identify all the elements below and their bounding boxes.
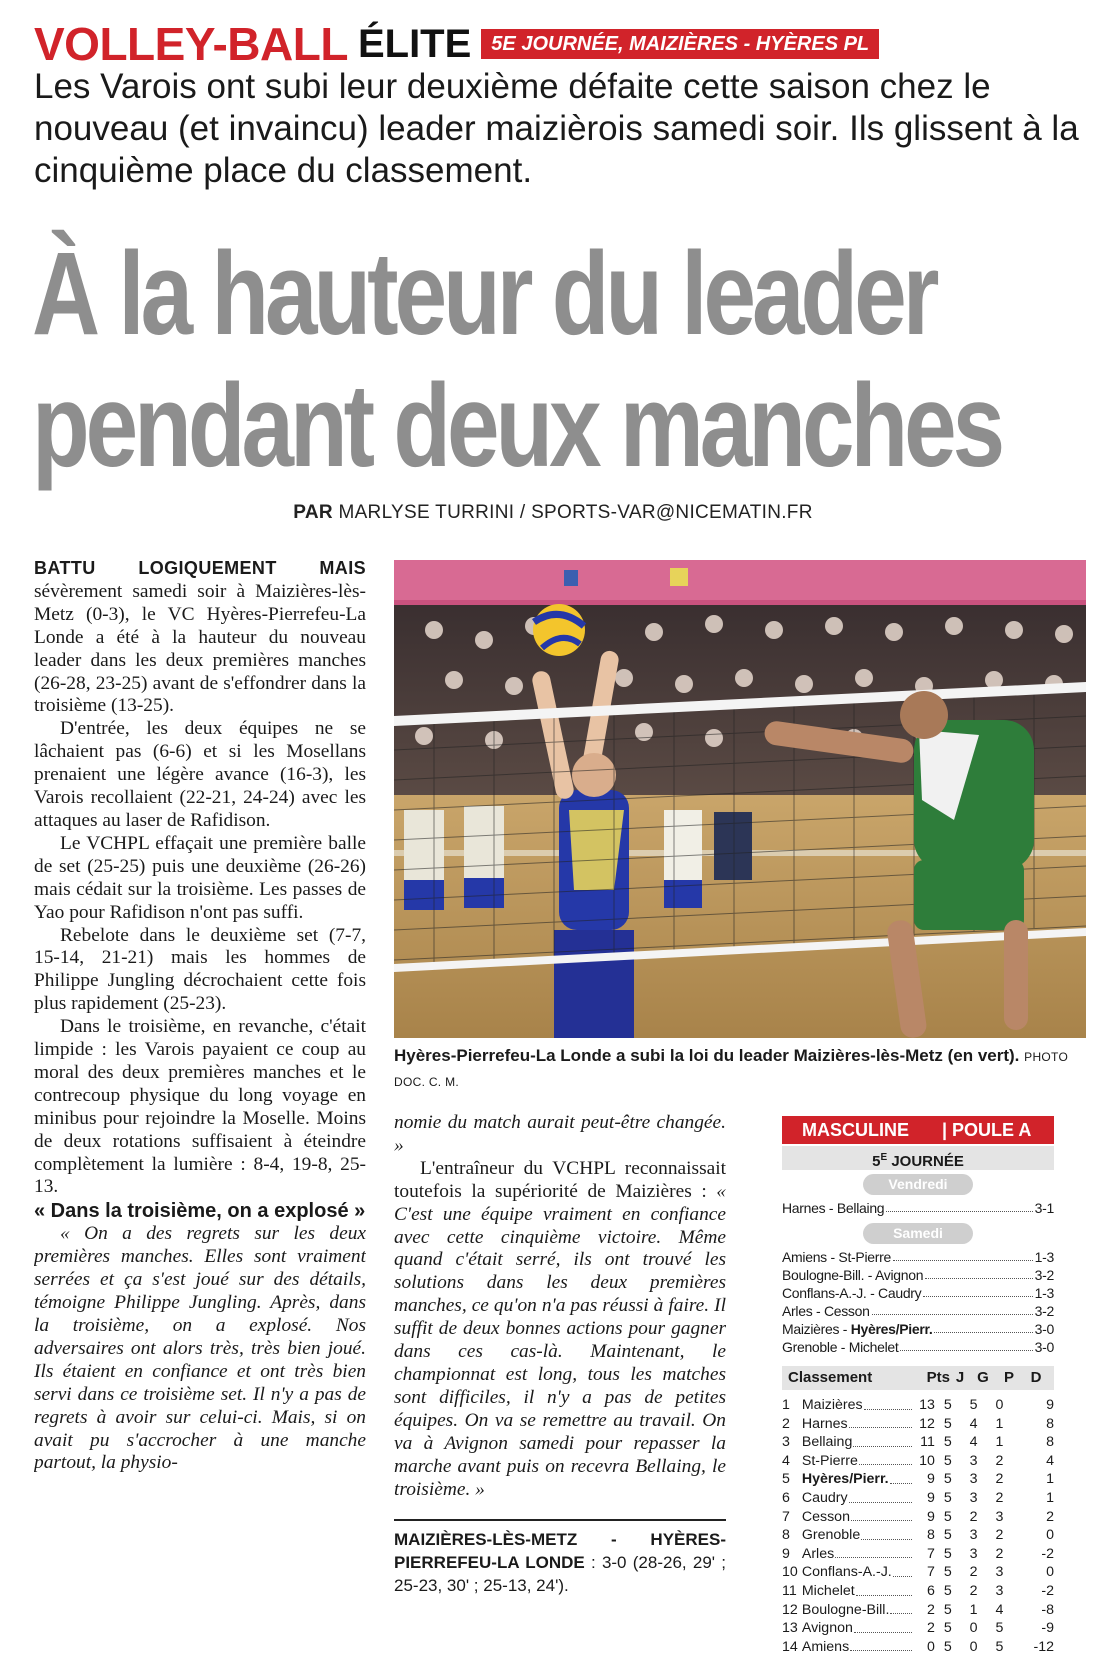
standings-d: 4 xyxy=(1046,1452,1055,1469)
leader-dots xyxy=(890,1601,912,1615)
paragraph-2: D'entrée, les deux équipes ne se lâchaient pas (6-6) et si les Mosellans prenaient une légère avance (16-3), les Varois recollaient (22-21, 24-24) avec les attaques au laser de Rafidison. xyxy=(34,718,366,831)
standings-g: 3 xyxy=(969,1545,978,1562)
result-row xyxy=(782,1338,1054,1356)
paragraph-1-text: sévèrement samedi soir à Maizières-lès-Metz (0-3), le VC Hyères-Pierrefeu-La Londe a été à la hauteur du nouveau leader dans les deux premières manches (26-28, 23-25) avant de s'effondrer dans la troisième (13-25). xyxy=(34,580,366,717)
standings-d: -2 xyxy=(1041,1545,1055,1562)
leader-dots xyxy=(861,1526,912,1540)
header-p: P xyxy=(1003,1369,1014,1386)
paragraph-7-intro: L'entraîneur du VCHPL reconnaissait toutefois la supériorité de Maizières : xyxy=(394,1157,726,1202)
standings-pts: 13 xyxy=(919,1397,935,1413)
standings-header xyxy=(782,1116,1054,1144)
standings-team-name: Maizières xyxy=(801,1397,863,1413)
result-score: : 3-0 (28-26, 29' ; 25-23, 30' ; 25-13, 24'). xyxy=(394,1553,726,1596)
byline-author: MARLYSE TURRINI / SPORTS-VAR@NICEMATIN.FR xyxy=(332,502,813,523)
leader-dots xyxy=(851,1508,912,1522)
standings-g: 0 xyxy=(969,1620,978,1637)
byline xyxy=(0,502,1106,524)
paragraph-6-continued xyxy=(394,1112,726,1158)
friday-results xyxy=(782,1199,1054,1217)
ball xyxy=(533,604,585,656)
standings-row xyxy=(782,1545,1054,1564)
standings-g: 1 xyxy=(969,1601,978,1618)
standings-p: 5 xyxy=(995,1620,1004,1637)
standings-d: -9 xyxy=(1041,1620,1055,1637)
standings-rank: 10 xyxy=(782,1564,798,1581)
leader-dots xyxy=(835,1545,912,1559)
standings-row xyxy=(782,1396,1054,1415)
round-label: $5^E$ JOURNÉE xyxy=(782,1146,1054,1170)
standings-p: 2 xyxy=(995,1452,1004,1469)
standings-row xyxy=(782,1601,1054,1620)
result-score: 1-3 xyxy=(1034,1285,1054,1301)
standings-team-name: Grenoble xyxy=(801,1527,861,1544)
standings-j: 5 xyxy=(943,1489,952,1506)
standings-d: 0 xyxy=(1046,1564,1055,1581)
paragraph-6: « On a des regrets sur les deux premières manches. Elles sont vraiment serrées et ça s'est joué sur des détails, témoigne Philippe Jungling. Après, dans la troisième, on a explosé. Nos adversaires ont alors très, très bien joué. Ils étaient en confiance et ont très bien servi dans ce troisième set. Il n'y a pas de regrets à avoir sur celui-ci. Mais, si on avait pu s'accrocher à une manche partout, la physio- xyxy=(34,1223,366,1474)
standings-team xyxy=(802,1415,913,1434)
photo-credit: PHOTO DOC. C. M. xyxy=(394,1050,1069,1089)
standings-d: 8 xyxy=(1046,1415,1055,1432)
leader-dots xyxy=(849,1489,912,1503)
standings-j: 5 xyxy=(943,1452,952,1469)
paragraph-6-end: nomie du match aurait peut-être changée. » xyxy=(394,1112,726,1156)
standings-team xyxy=(802,1508,913,1527)
standings-j: 5 xyxy=(943,1638,952,1655)
standings-team-name: Cesson xyxy=(801,1508,850,1525)
leader-dots xyxy=(864,1396,912,1410)
result-row xyxy=(782,1320,1054,1338)
standings-row xyxy=(782,1433,1054,1452)
standings-rank: 6 xyxy=(782,1489,790,1506)
headline-line-1: À la hauteur du leader xyxy=(32,228,936,360)
standings-p: 2 xyxy=(995,1545,1004,1562)
standings-team xyxy=(802,1619,913,1638)
leader-dots xyxy=(859,1452,912,1466)
standings-team xyxy=(802,1452,913,1471)
standings-row xyxy=(782,1470,1054,1489)
standings-g: 4 xyxy=(969,1434,978,1451)
sport-label: VOLLEY-BALL xyxy=(34,18,348,70)
standings-row xyxy=(782,1452,1054,1471)
photo-illustration xyxy=(394,560,1086,1038)
standings-team xyxy=(802,1396,913,1415)
standings-pts: 2 xyxy=(927,1601,935,1618)
lead-caps: BATTU LOGIQUEMENT MAIS xyxy=(34,558,366,578)
standings-rank: 7 xyxy=(782,1508,790,1525)
article-column-2-text xyxy=(394,1112,726,1598)
standings-pts: 11 xyxy=(920,1434,935,1451)
standings-team xyxy=(802,1470,913,1489)
standings-p: 5 xyxy=(995,1638,1004,1655)
leader-dots xyxy=(893,1248,1033,1261)
standings-p: 2 xyxy=(995,1471,1004,1488)
article-column-1 xyxy=(34,557,366,1475)
standings-pts: 10 xyxy=(919,1452,935,1469)
result-score: 3-2 xyxy=(1034,1267,1054,1283)
result-title: MAIZIÈRES-LÈS-METZ - HYÈRES-PIERREFEU-LA LONDE xyxy=(394,1530,726,1573)
level-label: ÉLITE xyxy=(357,22,472,66)
standings-team-name: Boulogne-Bill. xyxy=(801,1601,890,1618)
leader-dots xyxy=(856,1582,912,1596)
day-pill-saturday: Samedi xyxy=(863,1223,973,1244)
standings-pts: 2 xyxy=(927,1620,935,1637)
header-pts: Pts xyxy=(926,1369,950,1386)
day-pill-friday: Vendredi xyxy=(863,1174,973,1195)
standings-g: 3 xyxy=(969,1471,978,1488)
paragraph-7-quote: « C'est une équipe vraiment en confiance avec cette cinquième victoire. Même quand c'était serré, ils ont trouvé les solutions dans les deux premières manches, ce qu'on n'a pas réussi à faire. Il suffit de deux bonnes actions pour gagner dans ces cas-là. Maintenant, le championnat est long, tous les matches sont difficiles, il n'y a pas de petites équipes. On va se remettre au travail. On va à Avignon samedi pour repasser la marche avant puis on recevra Bellaing, le troisième. » xyxy=(394,1180,726,1500)
result-row xyxy=(782,1199,1054,1217)
standings-g: 2 xyxy=(969,1582,978,1599)
result-row xyxy=(782,1266,1054,1284)
result-match: Conflans-A.-J. - Caudry xyxy=(782,1285,922,1301)
standings-d: 0 xyxy=(1046,1527,1055,1544)
result-score: 3-2 xyxy=(1034,1303,1054,1319)
standings-g: 3 xyxy=(969,1527,978,1544)
standings-j: 5 xyxy=(943,1434,952,1451)
standings-p: 4 xyxy=(995,1601,1004,1618)
paragraph-1 xyxy=(34,557,366,718)
match-photo xyxy=(394,560,1086,1038)
standings-j: 5 xyxy=(943,1564,952,1581)
standings-row xyxy=(782,1582,1054,1601)
lede: Les Varois ont subi leur deuxième défaite cette saison chez le nouveau (et invaincu) leader maizièrois samedi soir. Ils glissent à la cinquième place du classement. xyxy=(34,67,1079,190)
standings-d: 9 xyxy=(1046,1397,1055,1413)
standings-p: 2 xyxy=(995,1489,1004,1506)
standings-rank: 8 xyxy=(782,1527,790,1544)
standings-rank: 4 xyxy=(782,1452,790,1469)
standings-pts: 0 xyxy=(927,1638,935,1655)
header-label: Classement xyxy=(788,1369,873,1386)
standings-row xyxy=(782,1526,1054,1545)
standings-team xyxy=(802,1545,913,1564)
standings-box xyxy=(782,1116,1054,1656)
pool-label: | POULE A xyxy=(942,1120,1032,1140)
standings-team xyxy=(802,1582,913,1601)
leader-dots xyxy=(850,1638,912,1652)
leader-dots xyxy=(849,1415,912,1429)
leader-dots xyxy=(900,1338,1032,1351)
standings-j: 5 xyxy=(943,1601,952,1618)
standings-team xyxy=(802,1433,913,1452)
standings-team-name: Conflans-A.-J. xyxy=(801,1564,892,1581)
standings-team-name: Bellaing xyxy=(801,1434,853,1451)
standings-g: 2 xyxy=(969,1508,978,1525)
leader-dots xyxy=(934,1320,1032,1333)
standings-team-name: Hyères/Pierr. xyxy=(801,1471,889,1488)
standings-pts: 9 xyxy=(927,1489,935,1506)
standings-pts: 7 xyxy=(927,1545,935,1562)
paragraph-3: Le VCHPL effaçait une première balle de set (25-25) puis une deuxième (26-26) mais cédait sur la troisième. Les passes de Yao pour Rafidison n'ont pas suffi. xyxy=(34,832,366,923)
standings-d: -12 xyxy=(1033,1638,1055,1655)
standings-team-name: Amiens xyxy=(801,1638,850,1655)
standings-j: 5 xyxy=(943,1545,952,1562)
standings-j: 5 xyxy=(943,1471,952,1488)
standings-g: 3 xyxy=(969,1489,978,1506)
standings-rank: 9 xyxy=(782,1545,790,1562)
standings-g: 5 xyxy=(969,1397,978,1413)
standings-j: 5 xyxy=(943,1620,952,1637)
result-score: 1-3 xyxy=(1034,1249,1054,1265)
result-match: Grenoble - Michelet xyxy=(782,1339,899,1355)
standings-d: 1 xyxy=(1046,1489,1055,1506)
standings-g: 2 xyxy=(969,1564,978,1581)
result-match: Maizières - Hyères/Pierr. xyxy=(782,1321,933,1337)
leader-dots xyxy=(890,1470,912,1484)
result-match: Amiens - St-Pierre xyxy=(782,1249,891,1265)
standings-rank: 14 xyxy=(782,1638,798,1655)
standings-j: 5 xyxy=(943,1397,952,1413)
saturday-results xyxy=(782,1248,1054,1356)
standings-g: 0 xyxy=(969,1638,978,1655)
header-d: D xyxy=(1030,1369,1042,1386)
leader-dots xyxy=(925,1266,1032,1279)
leader-dots xyxy=(872,1302,1033,1315)
headline-line-2: pendant deux manches xyxy=(32,360,1002,492)
standings-p: 3 xyxy=(995,1564,1004,1581)
standings-d: -8 xyxy=(1041,1601,1055,1618)
result-match: Harnes - Bellaing xyxy=(782,1200,885,1216)
standings-row xyxy=(782,1619,1054,1638)
paragraph-4: Rebelote dans le deuxième set (7-7, 15-14, 21-21) mais les hommes de Philippe Jungling décrochaient cette fois plus rapidement (25-23). xyxy=(34,924,366,1015)
standings-p: 3 xyxy=(995,1582,1004,1599)
result-match: Boulogne-Bill. - Avignon xyxy=(782,1267,924,1283)
result-match: Arles - Cesson xyxy=(782,1303,870,1319)
header-g: G xyxy=(977,1369,989,1386)
result-score: 3-0 xyxy=(1034,1321,1054,1337)
standings-j: 5 xyxy=(943,1508,952,1525)
standings-rank: 13 xyxy=(782,1620,798,1637)
kicker xyxy=(34,18,879,70)
leader-dots xyxy=(893,1563,912,1577)
standings-d: 8 xyxy=(1046,1434,1055,1451)
result-block xyxy=(394,1519,726,1598)
standings-row xyxy=(782,1489,1054,1508)
standings-team xyxy=(802,1526,913,1545)
result-score: 3-0 xyxy=(1034,1339,1054,1355)
byline-par: PAR xyxy=(293,502,333,523)
standings-rank: 3 xyxy=(782,1434,790,1451)
standings-rank: 2 xyxy=(782,1415,790,1432)
standings-p: 3 xyxy=(995,1508,1004,1525)
standings-j: 5 xyxy=(943,1582,952,1599)
leader-dots xyxy=(853,1433,912,1447)
standings-row xyxy=(782,1415,1054,1434)
paragraph-7 xyxy=(394,1158,726,1502)
standings-pts: 12 xyxy=(919,1415,935,1432)
standings-p: 0 xyxy=(995,1397,1004,1413)
standings-row xyxy=(782,1508,1054,1527)
standings-p: 1 xyxy=(995,1434,1004,1451)
standings-g: 4 xyxy=(969,1415,978,1432)
standings-team-name: Arles xyxy=(801,1545,835,1562)
standings-team-name: Michelet xyxy=(801,1582,855,1599)
standings-rank: 12 xyxy=(782,1601,798,1618)
caption-text: Hyères-Pierrefeu-La Londe a subi la loi du leader Maizières-lès-Metz (en vert). xyxy=(394,1046,1020,1065)
result-row xyxy=(782,1302,1054,1320)
paragraph-5: Dans le troisième, en revanche, c'était limpide : les Varois payaient ce coup au moral des deux premières manches et le contrecoup physique du long voyage en minibus pour rejoindre la Moselle. Moins de deux rotations suffisaient à éteindre complètement la lumière : 8-4, 19-8, 25-13. xyxy=(34,1016,366,1198)
result-row xyxy=(782,1284,1054,1302)
standings-pts: 9 xyxy=(927,1508,935,1525)
standings-g: 3 xyxy=(969,1452,978,1469)
standings-team xyxy=(802,1563,913,1582)
leader-dots xyxy=(886,1199,1032,1212)
result-score: 3-1 xyxy=(1034,1200,1054,1216)
round-tag: 5E JOURNÉE, MAIZIÈRES - HYÈRES PL xyxy=(481,29,879,59)
standings-j: 5 xyxy=(943,1415,952,1432)
standings-team xyxy=(802,1638,913,1657)
header-j: J xyxy=(955,1369,965,1386)
leader-dots xyxy=(854,1619,912,1633)
leader-dots xyxy=(923,1284,1032,1297)
photo-caption xyxy=(394,1044,1086,1094)
standings-pts: 7 xyxy=(927,1564,935,1581)
standings-row xyxy=(782,1638,1054,1657)
standings-rank: 11 xyxy=(782,1582,797,1599)
standings-pts: 6 xyxy=(927,1582,935,1599)
standings-d: 1 xyxy=(1046,1471,1055,1488)
standings-d: 2 xyxy=(1046,1508,1055,1525)
standings-rank: 5 xyxy=(782,1471,790,1488)
result-row xyxy=(782,1248,1054,1266)
standings-d: -2 xyxy=(1041,1582,1055,1599)
standings-pts: 8 xyxy=(927,1527,935,1544)
standings-p: 1 xyxy=(995,1415,1004,1432)
standings-team xyxy=(802,1489,913,1508)
standings-team-name: Caudry xyxy=(801,1489,848,1506)
standings-team-name: Avignon xyxy=(801,1620,853,1637)
headline xyxy=(32,228,1002,492)
category-label: MASCULINE xyxy=(802,1120,909,1140)
standings-team-name: Harnes xyxy=(801,1415,848,1432)
standings-rank: 1 xyxy=(782,1397,790,1413)
standings-row xyxy=(782,1563,1054,1582)
standings-j: 5 xyxy=(943,1527,952,1544)
standings-table xyxy=(782,1396,1054,1656)
standings-table-header xyxy=(782,1366,1054,1390)
standings-pts: 9 xyxy=(927,1471,935,1488)
standings-team xyxy=(802,1601,913,1620)
standings-team-name: St-Pierre xyxy=(801,1452,858,1469)
standings-p: 2 xyxy=(995,1527,1004,1544)
subhead: « Dans la troisième, on a explosé » xyxy=(34,1200,366,1223)
